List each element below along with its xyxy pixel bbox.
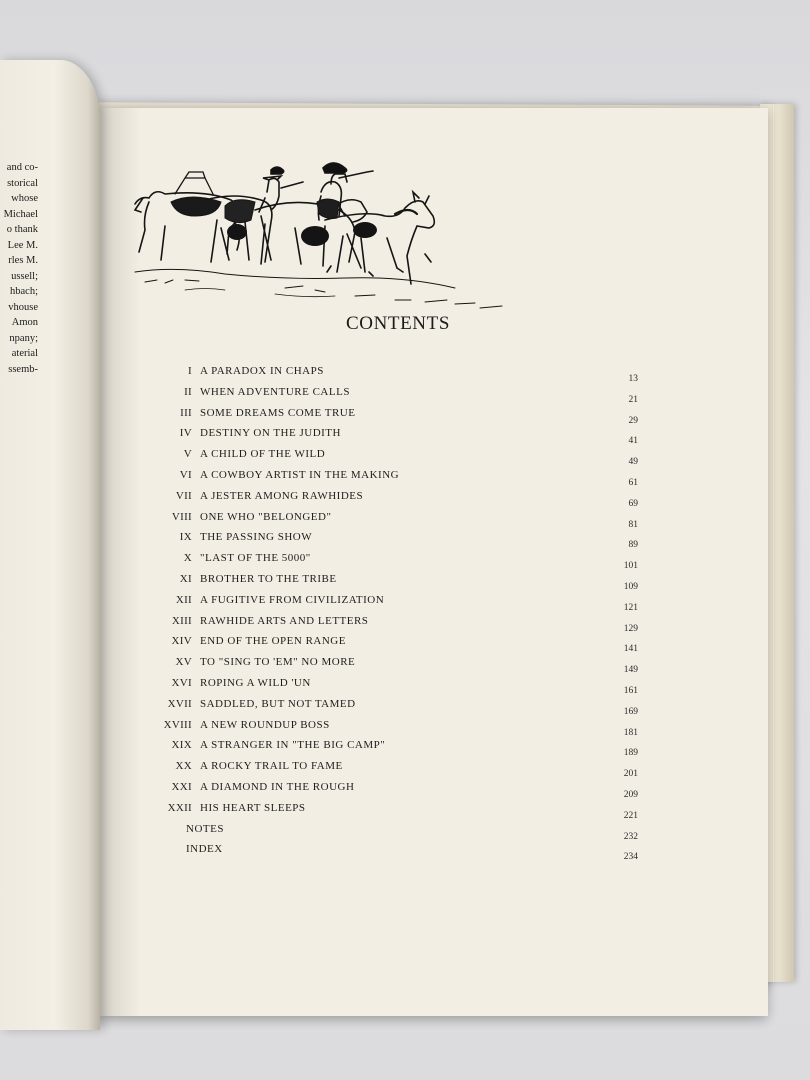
left-page-line: Lee M. — [7, 239, 38, 251]
toc-page-number: 61 — [628, 478, 638, 488]
toc-chapter-number: VIII — [171, 510, 192, 523]
left-page-line: Amon — [11, 317, 38, 328]
left-page-line: ssemb- — [8, 363, 38, 375]
toc-page-number: 161 — [623, 686, 638, 696]
left-page-line: whose — [11, 193, 38, 204]
toc-chapter-number: IX — [179, 531, 192, 544]
toc-page-number: 181 — [623, 727, 638, 738]
toc-chapter-number: XVI — [171, 677, 192, 689]
toc-chapter-number: XIX — [171, 739, 192, 752]
toc-chapter-title: HIS HEART SLEEPS — [200, 801, 306, 814]
toc-chapter-number: XIV — [171, 635, 192, 648]
toc-chapter-title: END OF THE OPEN RANGE — [200, 635, 346, 648]
toc-chapter-number: III — [180, 406, 192, 419]
toc-chapter-title: SADDLED, BUT NOT TAMED — [200, 697, 356, 710]
toc-chapter-number: X — [183, 552, 192, 565]
left-page-line: Michael — [3, 208, 38, 220]
toc-chapter-title: NOTES — [186, 822, 224, 835]
toc-chapter-number: VII — [175, 489, 192, 502]
toc-chapter-number: XXI — [171, 781, 192, 793]
toc-chapter-title: DESTINY ON THE JUDITH — [200, 427, 341, 440]
toc-chapter-title: SOME DREAMS COME TRUE — [200, 406, 356, 419]
toc-chapter-number: XX — [175, 760, 192, 773]
toc-page-number: 101 — [623, 561, 638, 572]
toc-page-number: 169 — [623, 706, 638, 717]
toc-page-number: 189 — [623, 748, 638, 759]
toc-chapter-number: V — [183, 448, 192, 461]
toc-chapter-title: WHEN ADVENTURE CALLS — [200, 385, 350, 398]
left-page-line: storical — [7, 177, 38, 189]
toc-chapter-number: I — [188, 365, 192, 377]
left-page-line: o thank — [6, 224, 38, 235]
toc-page-number: 141 — [623, 644, 638, 655]
left-page-line: aterial — [11, 348, 38, 359]
toc-chapter-title: INDEX — [186, 843, 223, 856]
toc-chapter-title: A JESTER AMONG RAWHIDES — [200, 489, 364, 502]
left-page-line: rles M. — [8, 255, 38, 266]
toc-page-number: 234 — [623, 852, 638, 863]
toc-chapter-title: A COWBOY ARTIST IN THE MAKING — [200, 469, 400, 481]
toc-page-number: 69 — [628, 498, 638, 509]
toc-page-number: 201 — [623, 769, 638, 780]
left-page-line: and co- — [6, 162, 38, 173]
left-page-line: vhouse — [8, 301, 38, 313]
toc-chapter-title: A NEW ROUNDUP BOSS — [200, 718, 330, 731]
toc-chapter-number: XI — [179, 573, 192, 585]
left-facing-page — [0, 60, 100, 1030]
toc-chapter-number: II — [184, 385, 192, 398]
toc-chapter-title: "LAST OF THE 5000" — [200, 552, 311, 565]
toc-chapter-number: XII — [175, 593, 192, 606]
toc-page-number: 129 — [623, 623, 638, 634]
toc-chapter-title: A CHILD OF THE WILD — [200, 448, 326, 461]
toc-page-number: 81 — [628, 519, 638, 530]
toc-page-number: 232 — [623, 831, 638, 842]
toc-page-number: 89 — [628, 540, 638, 551]
left-page-line: ussell; — [11, 270, 38, 282]
toc-chapter-number: XVIII — [163, 718, 192, 731]
toc-chapter-title: ONE WHO "BELONGED" — [200, 510, 332, 523]
cowboys-on-horseback-illustration — [125, 162, 510, 322]
toc-chapter-number: IV — [179, 427, 192, 440]
toc-chapter-title: TO "SING TO 'EM" NO MORE — [200, 656, 356, 669]
toc-chapter-title: RAWHIDE ARTS AND LETTERS — [200, 614, 369, 627]
toc-chapter-number: XXII — [167, 801, 192, 814]
left-page-line: npany; — [9, 332, 38, 344]
toc-page-number: 13 — [628, 374, 638, 384]
toc-chapter-number: XV — [175, 656, 192, 669]
toc-page-number: 21 — [628, 394, 638, 405]
toc-chapter-number: VI — [179, 469, 192, 481]
toc-page-number: 41 — [628, 436, 638, 447]
toc-page-number: 29 — [628, 415, 638, 426]
contents-heading: CONTENTS — [345, 313, 451, 334]
left-page-text — [0, 160, 38, 377]
toc-chapter-title: A ROCKY TRAIL TO FAME — [200, 760, 343, 773]
toc-chapter-title: BROTHER TO THE TRIBE — [200, 573, 337, 585]
toc-chapter-title: A PARADOX IN CHAPS — [200, 365, 324, 377]
toc-chapter-number: XVII — [167, 697, 192, 710]
toc-chapter-title: THE PASSING SHOW — [200, 531, 313, 544]
toc-page-number: 109 — [623, 582, 638, 592]
toc-page-number: 209 — [623, 790, 638, 800]
toc-page-number: 121 — [623, 602, 638, 613]
toc-chapter-title: ROPING A WILD 'UN — [200, 677, 311, 689]
toc-chapter-title: A DIAMOND IN THE ROUGH — [200, 781, 355, 793]
toc-page-number: 49 — [628, 457, 638, 468]
toc-page-number: 221 — [623, 810, 638, 821]
toc-page-number: 149 — [623, 665, 638, 676]
toc-chapter-title: A STRANGER IN "THE BIG CAMP" — [200, 739, 386, 752]
left-page-line: hbach; — [10, 286, 38, 297]
toc-chapter-number: XIII — [171, 614, 192, 627]
toc-chapter-title: A FUGITIVE FROM CIVILIZATION — [200, 593, 385, 606]
